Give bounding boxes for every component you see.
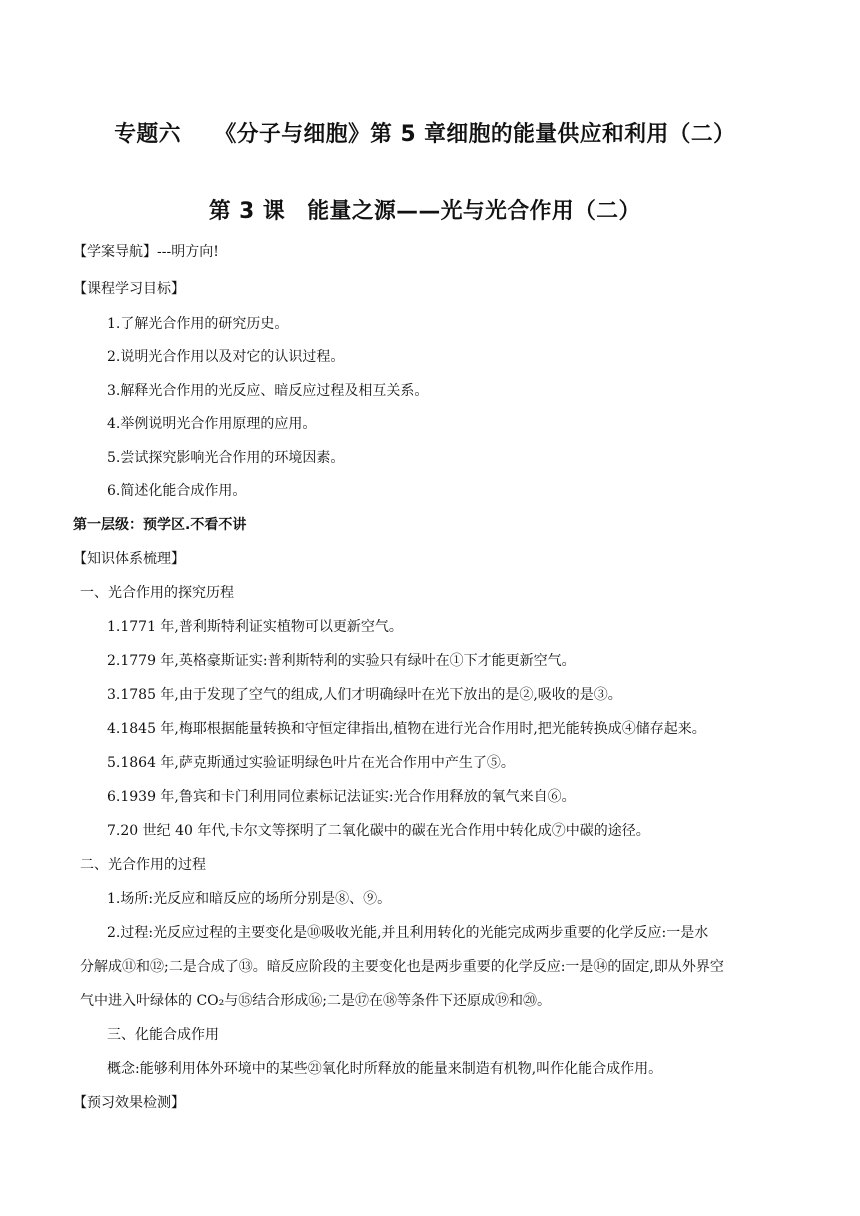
history-item: 6.1939 年,鲁宾和卡门利用同位素标记法证实:光合作用释放的氧气来自⑥。 bbox=[107, 789, 576, 805]
objective-item: 4.举例说明光合作用原理的应用。 bbox=[107, 416, 317, 432]
process-item-continued: 气中进入叶绿体的 CO₂与⑮结合形成⑯;二是⑰在⑱等条件下还原成⑲和⑳。 bbox=[80, 993, 551, 1009]
preview-heading: 【预习效果检测】 bbox=[73, 1095, 185, 1111]
chemosynthesis-definition: 概念:能够利用体外环境中的某些㉑氧化时所释放的能量来制造有机物,叫作化能合成作用。 bbox=[107, 1061, 663, 1077]
process-item: 1.场所:光反应和暗反应的场所分别是⑧、⑨。 bbox=[107, 891, 392, 907]
objective-item: 3.解释光合作用的光反应、暗反应过程及相互关系。 bbox=[107, 383, 429, 399]
section2-title: 二、光合作用的过程 bbox=[80, 857, 206, 873]
document-title: 专题六 《分子与细胞》第 5 章细胞的能量供应和利用（二） bbox=[114, 122, 736, 147]
history-item: 4.1845 年,梅耶根据能量转换和守恒定律指出,植物在进行光合作用时,把光能转换成④储存起来。 bbox=[107, 721, 706, 737]
objective-item: 1.了解光合作用的研究历史。 bbox=[107, 316, 289, 332]
section3-title: 三、化能合成作用 bbox=[107, 1027, 219, 1043]
history-item: 1.1771 年,普利斯特利证实植物可以更新空气。 bbox=[107, 619, 403, 635]
process-item: 2.过程:光反应过程的主要变化是⑩吸收光能,并且利用转化的光能完成两步重要的化学反应:一是水 bbox=[107, 925, 709, 941]
lesson-title: 第 3 课 能量之源——光与光合作用（二） bbox=[208, 199, 641, 224]
history-item: 7.20 世纪 40 年代,卡尔文等探明了二氧化碳中的碳在光合作用中转化成⑦中碳的途径。 bbox=[107, 823, 650, 839]
knowledge-heading: 【知识体系梳理】 bbox=[73, 551, 185, 567]
objective-item: 6.简述化能合成作用。 bbox=[107, 483, 247, 499]
section1-title: 一、光合作用的探究历程 bbox=[80, 585, 234, 601]
history-item: 3.1785 年,由于发现了空气的组成,人们才明确绿叶在光下放出的是②,吸收的是③。 bbox=[107, 687, 622, 703]
objective-item: 5.尝试探究影响光合作用的环境因素。 bbox=[107, 450, 345, 466]
process-item-continued: 分解成⑪和⑫;二是合成了⑬。暗反应阶段的主要变化也是两步重要的化学反应:一是⑭的固定,即从外界空 bbox=[80, 959, 724, 975]
guide-label: 【学案导航】---明方向! bbox=[73, 244, 219, 260]
level1-heading: 第一层级：预学区.不看不讲 bbox=[73, 517, 247, 533]
objective-item: 2.说明光合作用以及对它的认识过程。 bbox=[107, 349, 345, 365]
history-item: 5.1864 年,萨克斯通过实验证明绿色叶片在光合作用中产生了⑤。 bbox=[107, 755, 515, 771]
history-item: 2.1779 年,英格豪斯证实:普利斯特利的实验只有绿叶在①下才能更新空气。 bbox=[107, 653, 576, 669]
objectives-heading: 【课程学习目标】 bbox=[73, 281, 185, 297]
